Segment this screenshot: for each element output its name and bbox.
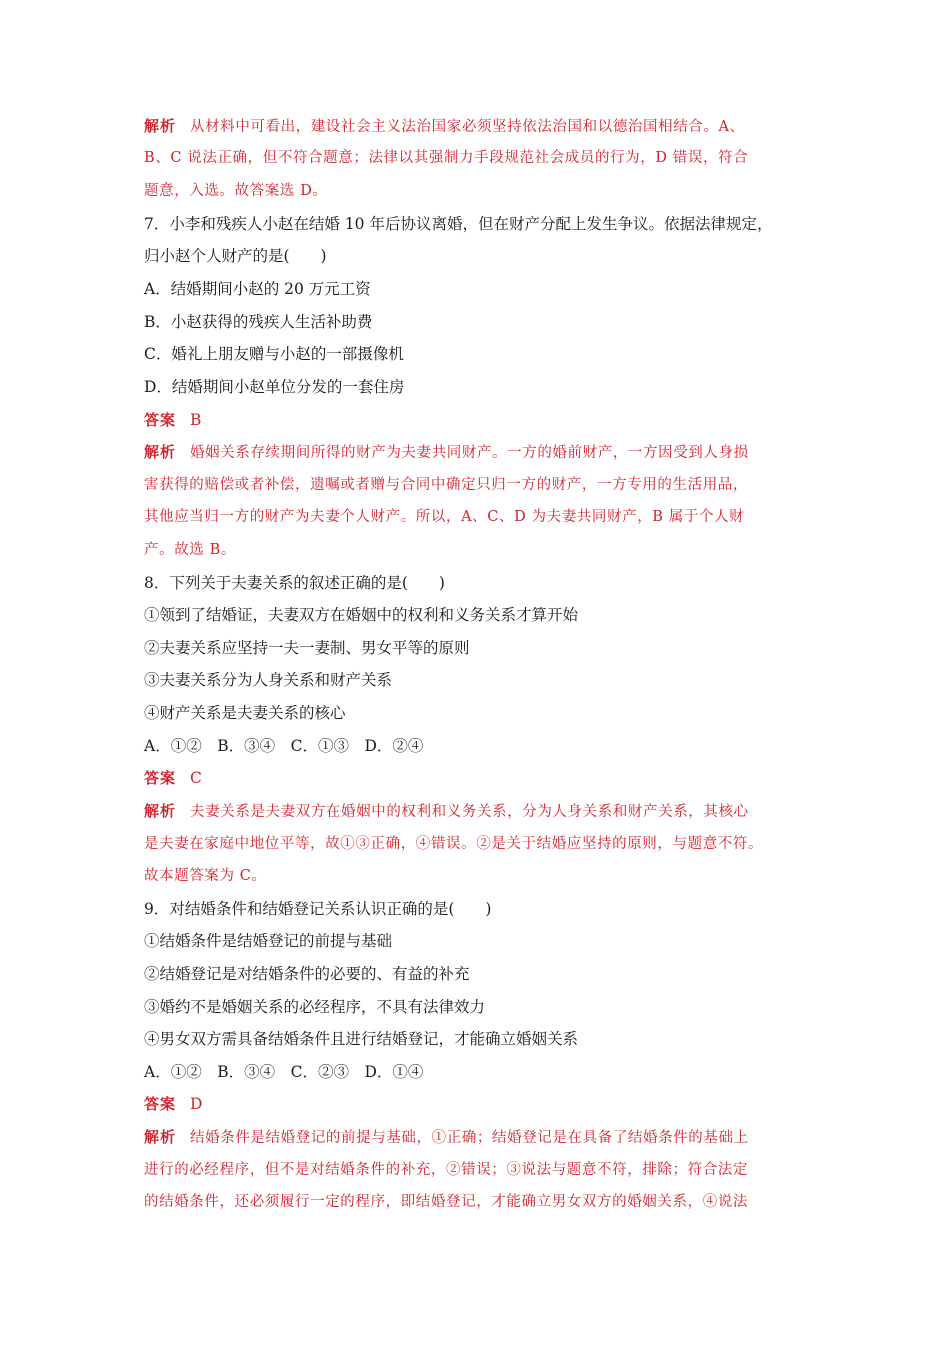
analysis-line: 题意，入选。故答案选 D。 [144, 183, 328, 199]
answer-value: B [190, 411, 202, 429]
statement-2: ②夫妻关系应坚持一夫一妻制、男女平等的原则 [144, 639, 470, 657]
analysis-line: 其他应当归一方的财产为夫妻个人财产。所以，A、C、D 为夫妻共同财产，B 属于个人财 [144, 509, 745, 525]
analysis-line: 解析 从材料中可看出，建设社会主义法治国家必须坚持依法治国和以德治国相结合。A、 [144, 117, 745, 135]
statement-3: ③婚约不是婚姻关系的必经程序，不具有法律效力 [144, 998, 486, 1016]
answer-value: D [190, 1095, 203, 1113]
answer-value: C [190, 769, 202, 787]
question-stem: 归小赵个人财产的是( ) [144, 247, 327, 265]
choices-line: A．①② B．③④ C．①③ D．②④ [144, 737, 424, 755]
question-stem: 7．小李和残疾人小赵在结婚 10 年后协议离婚，但在财产分配上发生争议。依据法律规定， [144, 215, 773, 233]
statement-4: ④男女双方需具备结婚条件且进行结婚登记，才能确立婚姻关系 [144, 1030, 579, 1048]
question-stem: 8．下列关于夫妻关系的叙述正确的是( ) [144, 574, 445, 592]
answer-line [144, 410, 814, 430]
question-stem: 9．对结婚条件和结婚登记关系认识正确的是( ) [144, 900, 492, 918]
analysis-line: B、C 说法正确，但不符合题意；法律以其强制力手段规范社会成员的行为，D 错误，符合 [144, 150, 749, 166]
analysis-line: 是夫妻在家庭中地位平等，故①③正确，④错误。②是关于结婚应坚持的原则，与题意不符。 [144, 836, 764, 852]
answer-line [144, 1094, 814, 1114]
analysis-line: 的结婚条件，还必须履行一定的程序，即结婚登记，才能确立男女双方的婚姻关系，④说法 [144, 1194, 748, 1210]
analysis-line: 解析 夫妻关系是夫妻双方在婚姻中的权利和义务关系，分为人身关系和财产关系，其核心 [144, 802, 749, 820]
choices-line: A．①② B．③④ C．②③ D．①④ [144, 1063, 424, 1081]
answer-label: 答案 [144, 769, 177, 787]
statement-2: ②结婚登记是对结婚条件的必要的、有益的补充 [144, 965, 470, 983]
analysis-label: 解析 [144, 802, 177, 820]
statement-4: ④财产关系是夫妻关系的核心 [144, 704, 346, 722]
option-d: D．结婚期间小赵单位分发的一套住房 [144, 378, 405, 396]
analysis-line: 故本题答案为 C。 [144, 868, 267, 884]
statement-1: ①领到了结婚证，夫妻双方在婚姻中的权利和义务关系才算开始 [144, 606, 579, 624]
option-b: B．小赵获得的残疾人生活补助费 [144, 313, 373, 331]
analysis-line: 解析 结婚条件是结婚登记的前提与基础，①正确；结婚登记是在具备了结婚条件的基础上 [144, 1128, 749, 1146]
analysis-line: 产。故选 B。 [144, 542, 236, 558]
option-c: C．婚礼上朋友赠与小赵的一部摄像机 [144, 345, 404, 363]
analysis-label: 解析 [144, 443, 177, 461]
analysis-line: 解析 婚姻关系存续期间所得的财产为夫妻共同财产。一方的婚前财产，一方因受到人身损 [144, 443, 749, 461]
analysis-label: 解析 [144, 117, 177, 135]
answer-label: 答案 [144, 411, 177, 429]
statement-1: ①结婚条件是结婚登记的前提与基础 [144, 932, 393, 950]
analysis-line: 害获得的赔偿或者补偿，遗嘱或者赠与合同中确定只归一方的财产，一方专用的生活用品， [144, 477, 748, 493]
option-a: A．结婚期间小赵的 20 万元工资 [144, 280, 371, 298]
statement-3: ③夫妻关系分为人身关系和财产关系 [144, 671, 393, 689]
answer-label: 答案 [144, 1095, 177, 1113]
answer-line [144, 768, 814, 788]
analysis-label: 解析 [144, 1128, 177, 1146]
analysis-line: 进行的必经程序，但不是对结婚条件的补充，②错误；③说法与题意不符，排除；符合法定 [144, 1162, 748, 1178]
